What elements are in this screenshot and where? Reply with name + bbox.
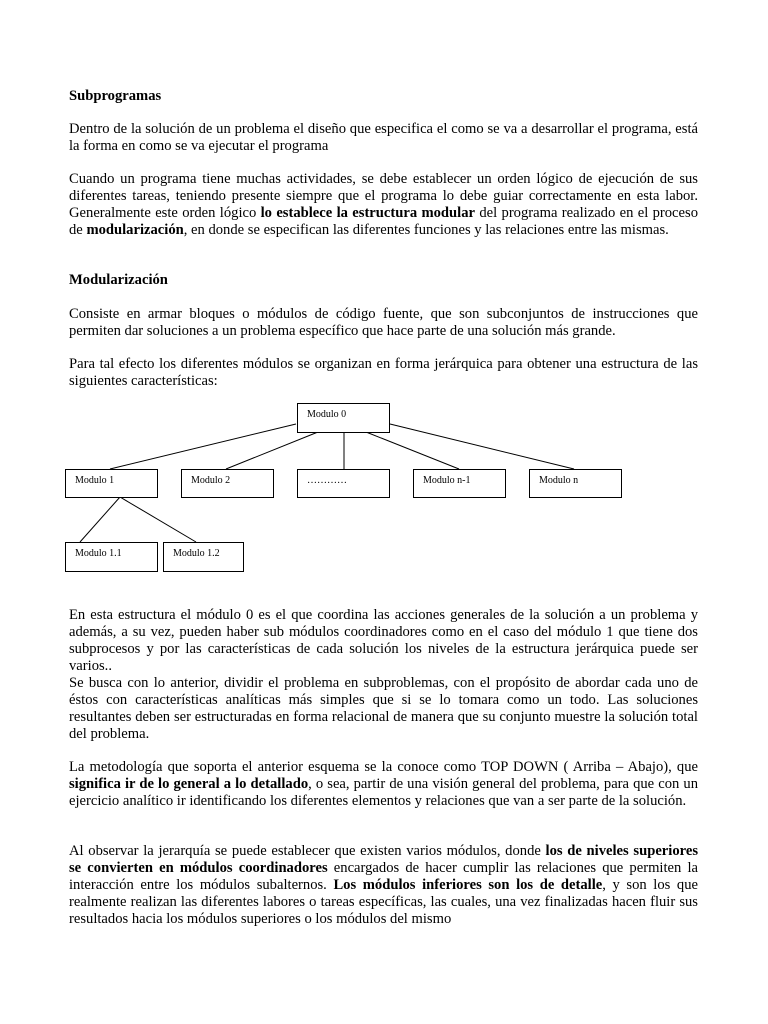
connector-line (80, 497, 120, 542)
connector-line (110, 424, 296, 469)
bold-run: Los módulos inferiores son los de detalle (333, 877, 603, 893)
diagram-box-root: Modulo 0 (297, 403, 390, 433)
paragraph-modularizacion: Consiste en armar bloques o módulos de código fuente, que son subconjuntos de instrucciones que permiten dar soluciones a un problema específico que hace parte de una solución más grande. (69, 306, 698, 339)
connector-line (226, 432, 318, 469)
text-run: Al observar la jerarquía se puede establecer que existen varios módulos, donde (69, 843, 546, 859)
text-run: Cuando un programa tiene muchas actividades, se debe establecer un orden lógico de ejecución de sus diferentes tareas, teniendo presente siempre que el programa lo debe guiar correctamente en esta labor. Generalmente este orden lógico (69, 171, 698, 221)
text-run: , o sea, partir de una visión general del problema, para que con un ejercicio analítico ir identificando los diferentes elementos y relaciones que van a ser parte de la solución. (69, 776, 699, 809)
diagram-box-level1: Modulo 2 (181, 469, 274, 498)
bold-run: significa ir de lo general a lo detallado (69, 776, 309, 792)
text-run: , en donde se especifican las diferentes funciones y las relaciones entre las mismas. (183, 222, 669, 238)
diagram-box-level1: Modulo n (529, 469, 622, 498)
bold-run: modularización (86, 222, 184, 238)
diagram-box-level1: Modulo n-1 (413, 469, 506, 498)
text-run: , y son los que realmente realizan las diferentes labores o tareas específicas, las cuales, una vez finalizadas hacen fluir sus resultados hacia los módulos superiores o los módulos del mismo (69, 877, 698, 927)
paragraph-estructura: En esta estructura el módulo 0 es el que coordina las acciones generales de la solución a un problema y además, a su vez, pueden haber sub módulos coordinadores como en el caso del módulo 1 que tiene dos subprocesos y por las características de cada solución los niveles de la estructura jerárquica puede ser varios.. (69, 607, 698, 674)
bold-run: los de niveles superiores se convierten en módulos coordinadores (69, 843, 698, 876)
text-run: encargados de hacer cumplir las relaciones que permiten la interacción entre los módulos subalternos. (69, 860, 698, 893)
paragraph-niveles (69, 843, 698, 928)
bold-run: lo establece la estructura modular (260, 205, 475, 221)
connector-line (366, 432, 459, 469)
paragraph-top-down (69, 759, 698, 810)
text-run: La metodología que soporta el anterior esquema se la conoce como TOP DOWN ( Arriba – Abajo), que (69, 759, 698, 775)
paragraph-subproblemas: Se busca con lo anterior, dividir el problema en subproblemas, con el propósito de abordar cada uno de éstos con características analíticas más simples que si se lo tomara como un todo. Las soluciones resultantes deben ser estructuradas en forma relacional de manera que su conjunto muestre la solución total del problema. (69, 675, 698, 742)
paragraph-jerarquia: Para tal efecto los diferentes módulos se organizan en forma jerárquica para obtener una estructura de las siguientes características: (69, 356, 698, 389)
diagram-box-level1: ………… (297, 469, 390, 498)
diagram-box-level2: Modulo 1.1 (65, 542, 158, 572)
connector-line (390, 424, 574, 469)
text-run: del programa realizado en el proceso de (69, 205, 698, 238)
paragraph-intro: Dentro de la solución de un problema el diseño que especifica el como se va a desarrollar el programa, está la forma en como se va ejecutar el programa (69, 121, 698, 154)
connector-line (120, 497, 196, 542)
diagram-box-level2: Modulo 1.2 (163, 542, 244, 572)
heading-modularizacion: Modularización (69, 272, 168, 288)
paragraph-orden-logico (69, 171, 698, 239)
diagram-box-level1: Modulo 1 (65, 469, 158, 498)
heading-subprogramas: Subprogramas (69, 88, 162, 104)
